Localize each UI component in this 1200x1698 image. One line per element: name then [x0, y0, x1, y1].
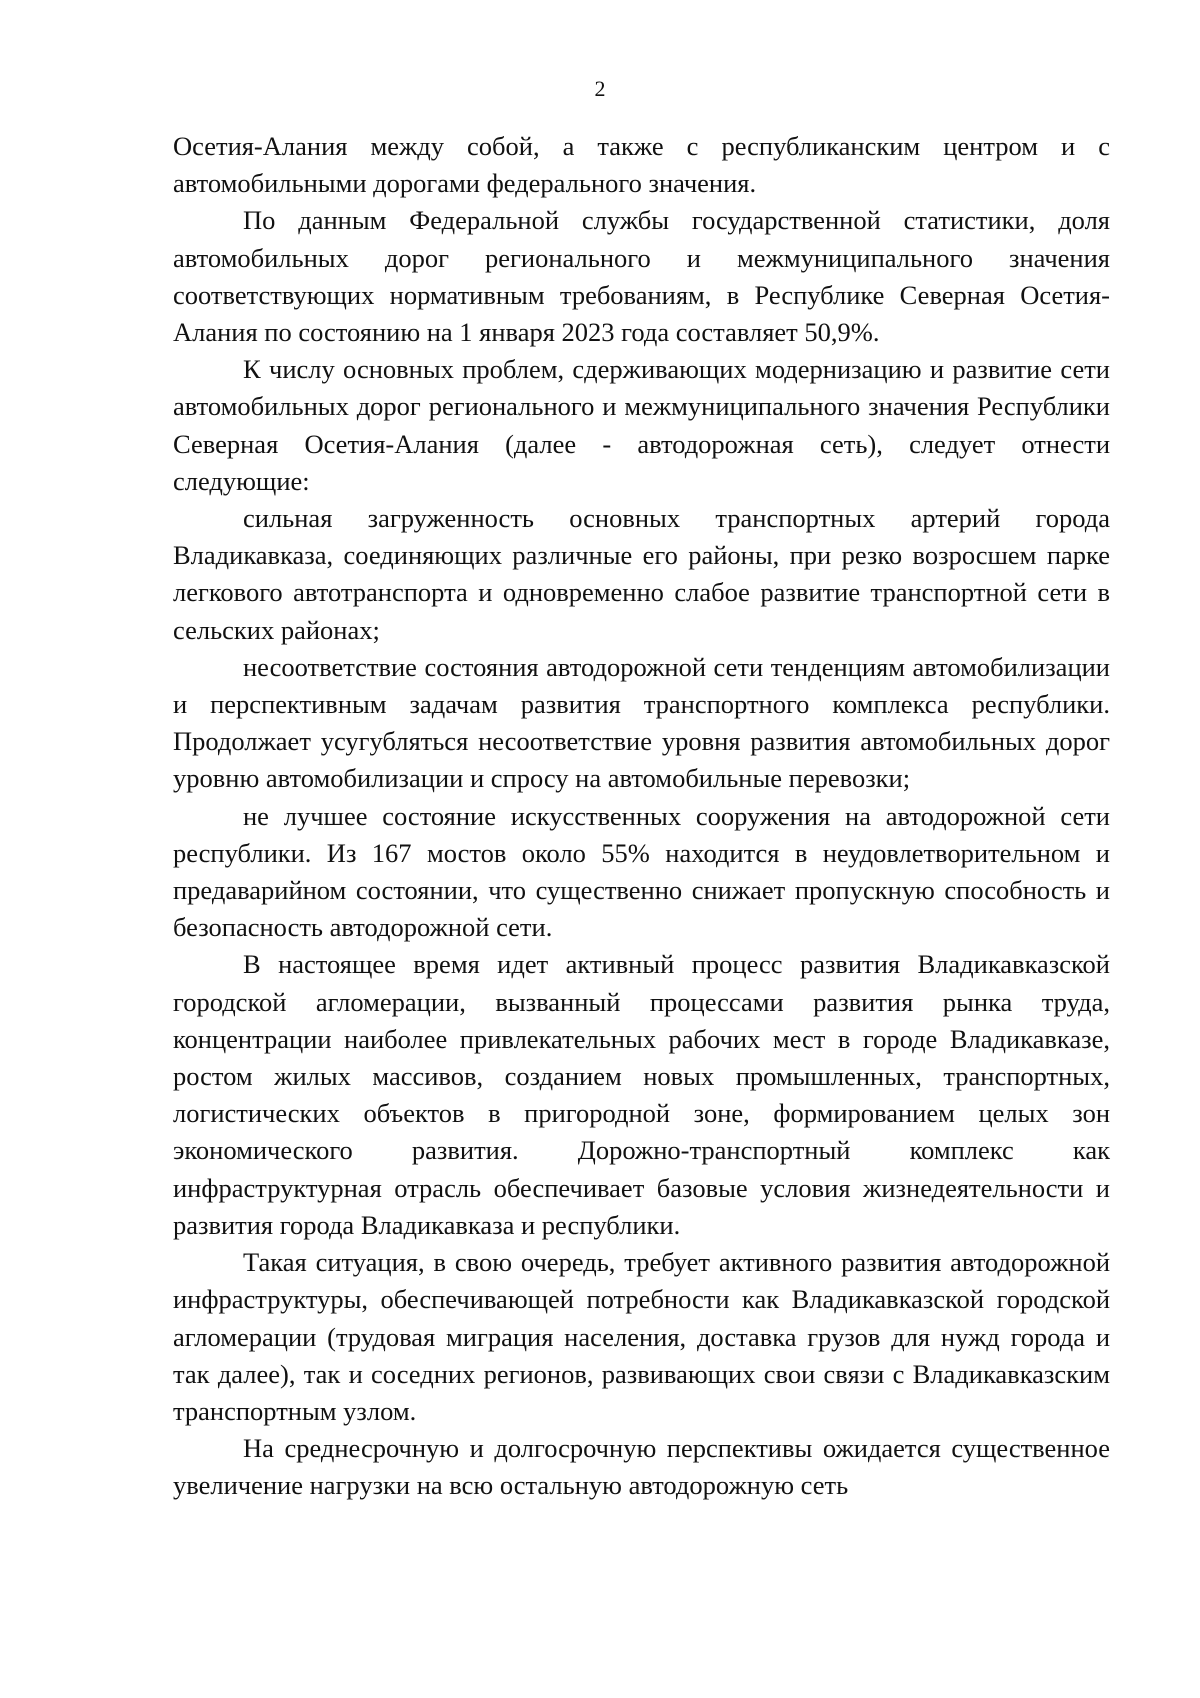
document-body	[173, 128, 1110, 1505]
paragraph-continuation: Осетия-Алания между собой, а также с республиканским центром и с автомобильными дорогами федерального значения.	[173, 131, 1110, 199]
paragraph-problem-mismatch: несоответствие состояния автодорожной сети тенденциям автомобилизации и перспективным задачам развития транспортного комплекса республики. Продолжает усугубляться несоответствие уровня развития автомобильных дорог уровню автомобилизации и спросу на автомобильные перевозки;	[173, 651, 1110, 794]
paragraph-statistics: По данным Федеральной службы государственной статистики, доля автомобильных дорог регионального и межмуниципального значения соответствующих нормативным требованиям, в Республике Северная Осетия-Алания по состоянию на 1 января 2023 года составляет 50,9%.	[173, 205, 1110, 348]
paragraph-agglomeration: В настоящее время идет активный процесс развития Владикавказской городской агломерации, вызванный процессами развития рынка труда, концентрации наиболее привлекательных рабочих мест в городе Владикавказе, ростом жилых массивов, созданием новых промышленных, транспортных, логистических объектов в пригородной зоне, формированием целых зон экономического развития. Дорожно-транспортный комплекс как инфраструктурная отрасль обеспечивает базовые условия жизнедеятельности и развития города Владикавказа и республики.	[173, 949, 1110, 1240]
paragraph-problems-intro: К числу основных проблем, сдерживающих модернизацию и развитие сети автомобильных дорог регионального и межмуниципального значения Республики Северная Осетия-Алания (далее - автодорожная сеть), следует отнести следующие:	[173, 354, 1110, 496]
paragraph-outlook: На среднесрочную и долгосрочную перспективы ожидается существенное увеличение нагрузки на всю остальную автодорожную сеть	[173, 1433, 1110, 1501]
page-number: 2	[594, 76, 606, 101]
paragraph-infrastructure-needs: Такая ситуация, в свою очередь, требует активного развития автодорожной инфраструктуры, обеспечивающей потребности как Владикавказской городской агломерации (трудовая миграция населения, доставка грузов для нужд города и так далее), так и соседних регионов, развивающих свои связи с Владикавказским транспортным узлом.	[173, 1247, 1110, 1426]
paragraph-problem-bridges: не лучшее состояние искусственных сооружения на автодорожной сети республики. Из 167 мостов около 55% находится в неудовлетворительном и предаварийном состоянии, что существенно снижает пропускную способность и безопасность автодорожной сети.	[173, 800, 1110, 943]
paragraph-problem-congestion: сильная загруженность основных транспортных артерий города Владикавказа, соединяющих различные его районы, при резко возросшем парке легкового автотранспорта и одновременно слабое развитие транспортной сети в сельских районах;	[173, 503, 1110, 645]
